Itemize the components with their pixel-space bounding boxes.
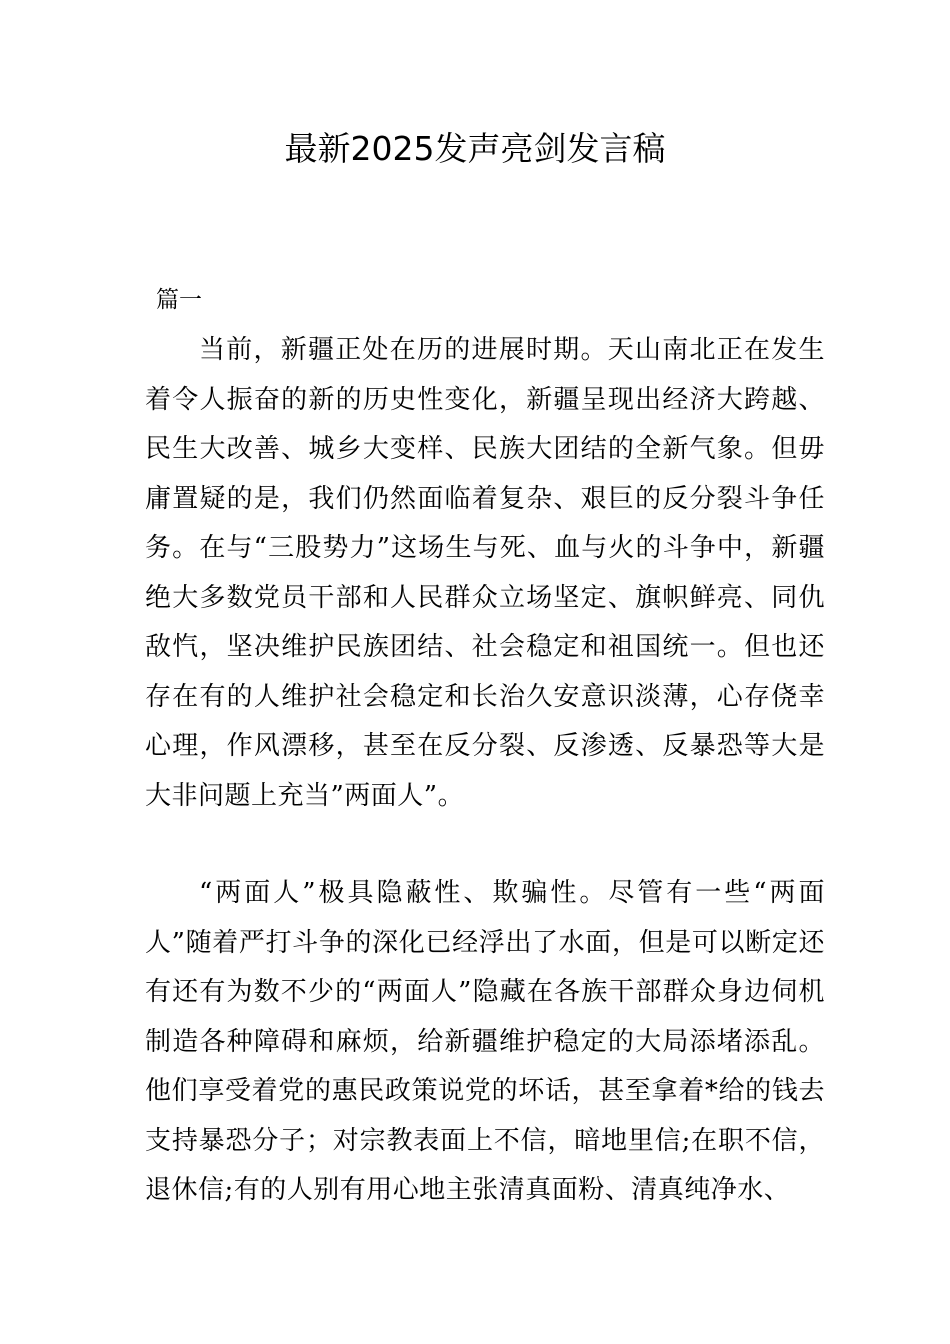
body-paragraph-1: 当前，新疆正处在历的进展时期。天山南北正在发生着令人振奋的新的历史性变化，新疆呈现出经济大跨越、民生大改善、城乡大变样、民族大团结的全新气象。但毋庸置疑的是，我们仍然面临着复杂、艰巨的反分裂斗争任务。在与“三股势力”这场生与死、血与火的斗争中，新疆绝大多数党员干部和人民群众立场坚定、旗帜鲜亮、同仇敌忾，坚决维护民族团结、社会稳定和祖国统一。但也还存在有的人维护社会稳定和长治久安意识淡薄，心存侥幸心理，作风漂移，甚至在反分裂、反渗透、反暴恐等大是大非问题上充当”两面人”。: [145, 335, 825, 811]
body-paragraph-2: “两面人”极具隐蔽性、欺骗性。尽管有一些“两面人”随着严打斗争的深化已经浮出了水面，但是可以断定还有还有为数不少的“两面人”隐藏在各族干部群众身边伺机制造各种障碍和麻烦，给新疆维护稳定的大局添堵添乱。他们享受着党的惠民政策说党的坏话，甚至拿着*给的钱去支持暴恐分子；对宗教表面上不信，暗地里信;在职不信，退休信;有的人别有用心地主张清真面粉、清真纯净水、: [145, 878, 825, 1205]
section-label: 篇一: [156, 287, 202, 313]
document-title: 最新2025发声亮剑发言稿: [284, 129, 666, 168]
